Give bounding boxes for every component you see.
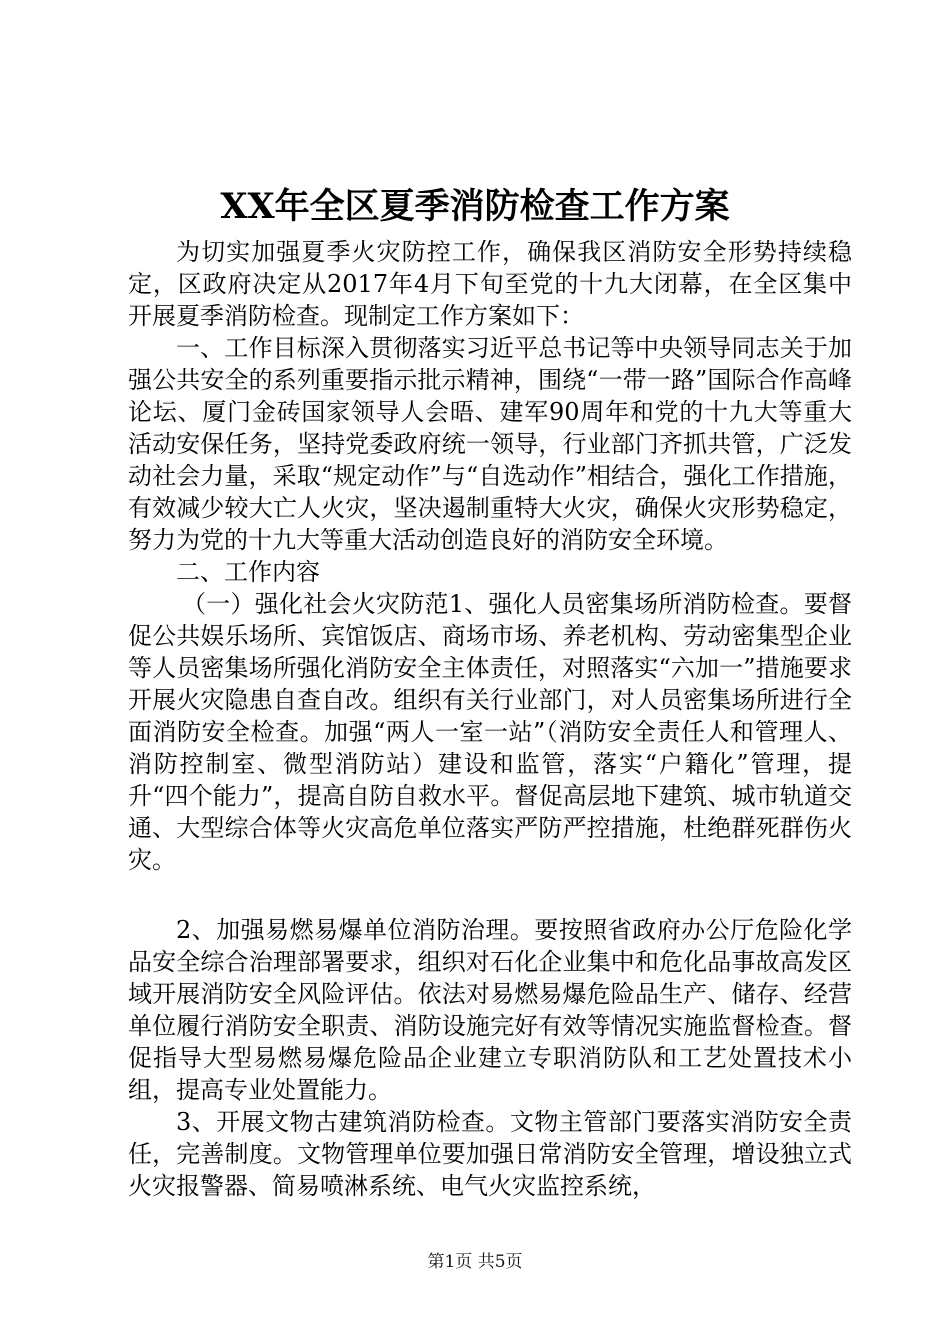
paragraph-item-3: 3、开展文物古建筑消防检查。文物主管部门要落实消防安全责任，完善制度。文物管理单位要加强日常消防安全管理，增设独立式火灾报警器、简易喷淋系统、电气火灾监控系统，	[128, 1108, 852, 1200]
paragraph-gap	[128, 876, 852, 914]
page-number-footer: 第1页 共5页	[427, 1252, 523, 1272]
paragraph-item-2: 2、加强易燃易爆单位消防治理。要按照省政府办公厅危险化学品安全综合治理部署要求，组织对石化企业集中和危化品事故高发区域开展消防安全风险评估。依法对易燃易爆危险品生产、储存、经营单位履行消防安全职责、消防设施完好有效等情况实施监督检查。督促指导大型易燃易爆危险品企业建立专职消防队和工艺处置技术小组，提高专业处置能力。	[128, 916, 852, 1104]
document-body	[128, 236, 852, 1202]
paragraph-section-1: 一、工作目标深入贯彻落实习近平总书记等中央领导同志关于加强公共安全的系列重要指示批示精神，围绕“一带一路”国际合作高峰论坛、厦门金砖国家领导人会晤、建军90周年和党的十九大等重大活动安保任务，坚持党委政府统一领导，行业部门齐抓共管，广泛发动社会力量，采取“规定动作”与“自选动作”相结合，强化工作措施，有效减少较大亡人火灾，坚决遏制重特大火灾，确保火灾形势稳定，努力为党的十九大等重大活动创造良好的消防安全环境。	[128, 334, 852, 554]
paragraph-section-2-heading: 二、工作内容	[176, 558, 320, 586]
paragraph-intro: 为切实加强夏季火灾防控工作，确保我区消防安全形势持续稳定，区政府决定从2017年4月下旬至党的十九大闭幕，在全区集中开展夏季消防检查。现制定工作方案如下：	[128, 238, 852, 330]
paragraph-item-1: （一）强化社会火灾防范1、强化人员密集场所消防检查。要督促公共娱乐场所、宾馆饭店、商场市场、养老机构、劳动密集型企业等人员密集场所强化消防安全主体责任，对照落实“六加一”措施要求开展火灾隐患自查自改。组织有关行业部门，对人员密集场所进行全面消防安全检查。加强“两人一室一站”（消防安全责任人和管理人、消防控制室、微型消防站）建设和监管，落实“户籍化”管理，提升“四个能力”，提高自防自救水平。督促高层地下建筑、城市轨道交通、大型综合体等火灾高危单位落实严防严控措施，杜绝群死群伤火灾。	[128, 590, 852, 874]
document-title: XX年全区夏季消防检查工作方案	[220, 186, 730, 227]
